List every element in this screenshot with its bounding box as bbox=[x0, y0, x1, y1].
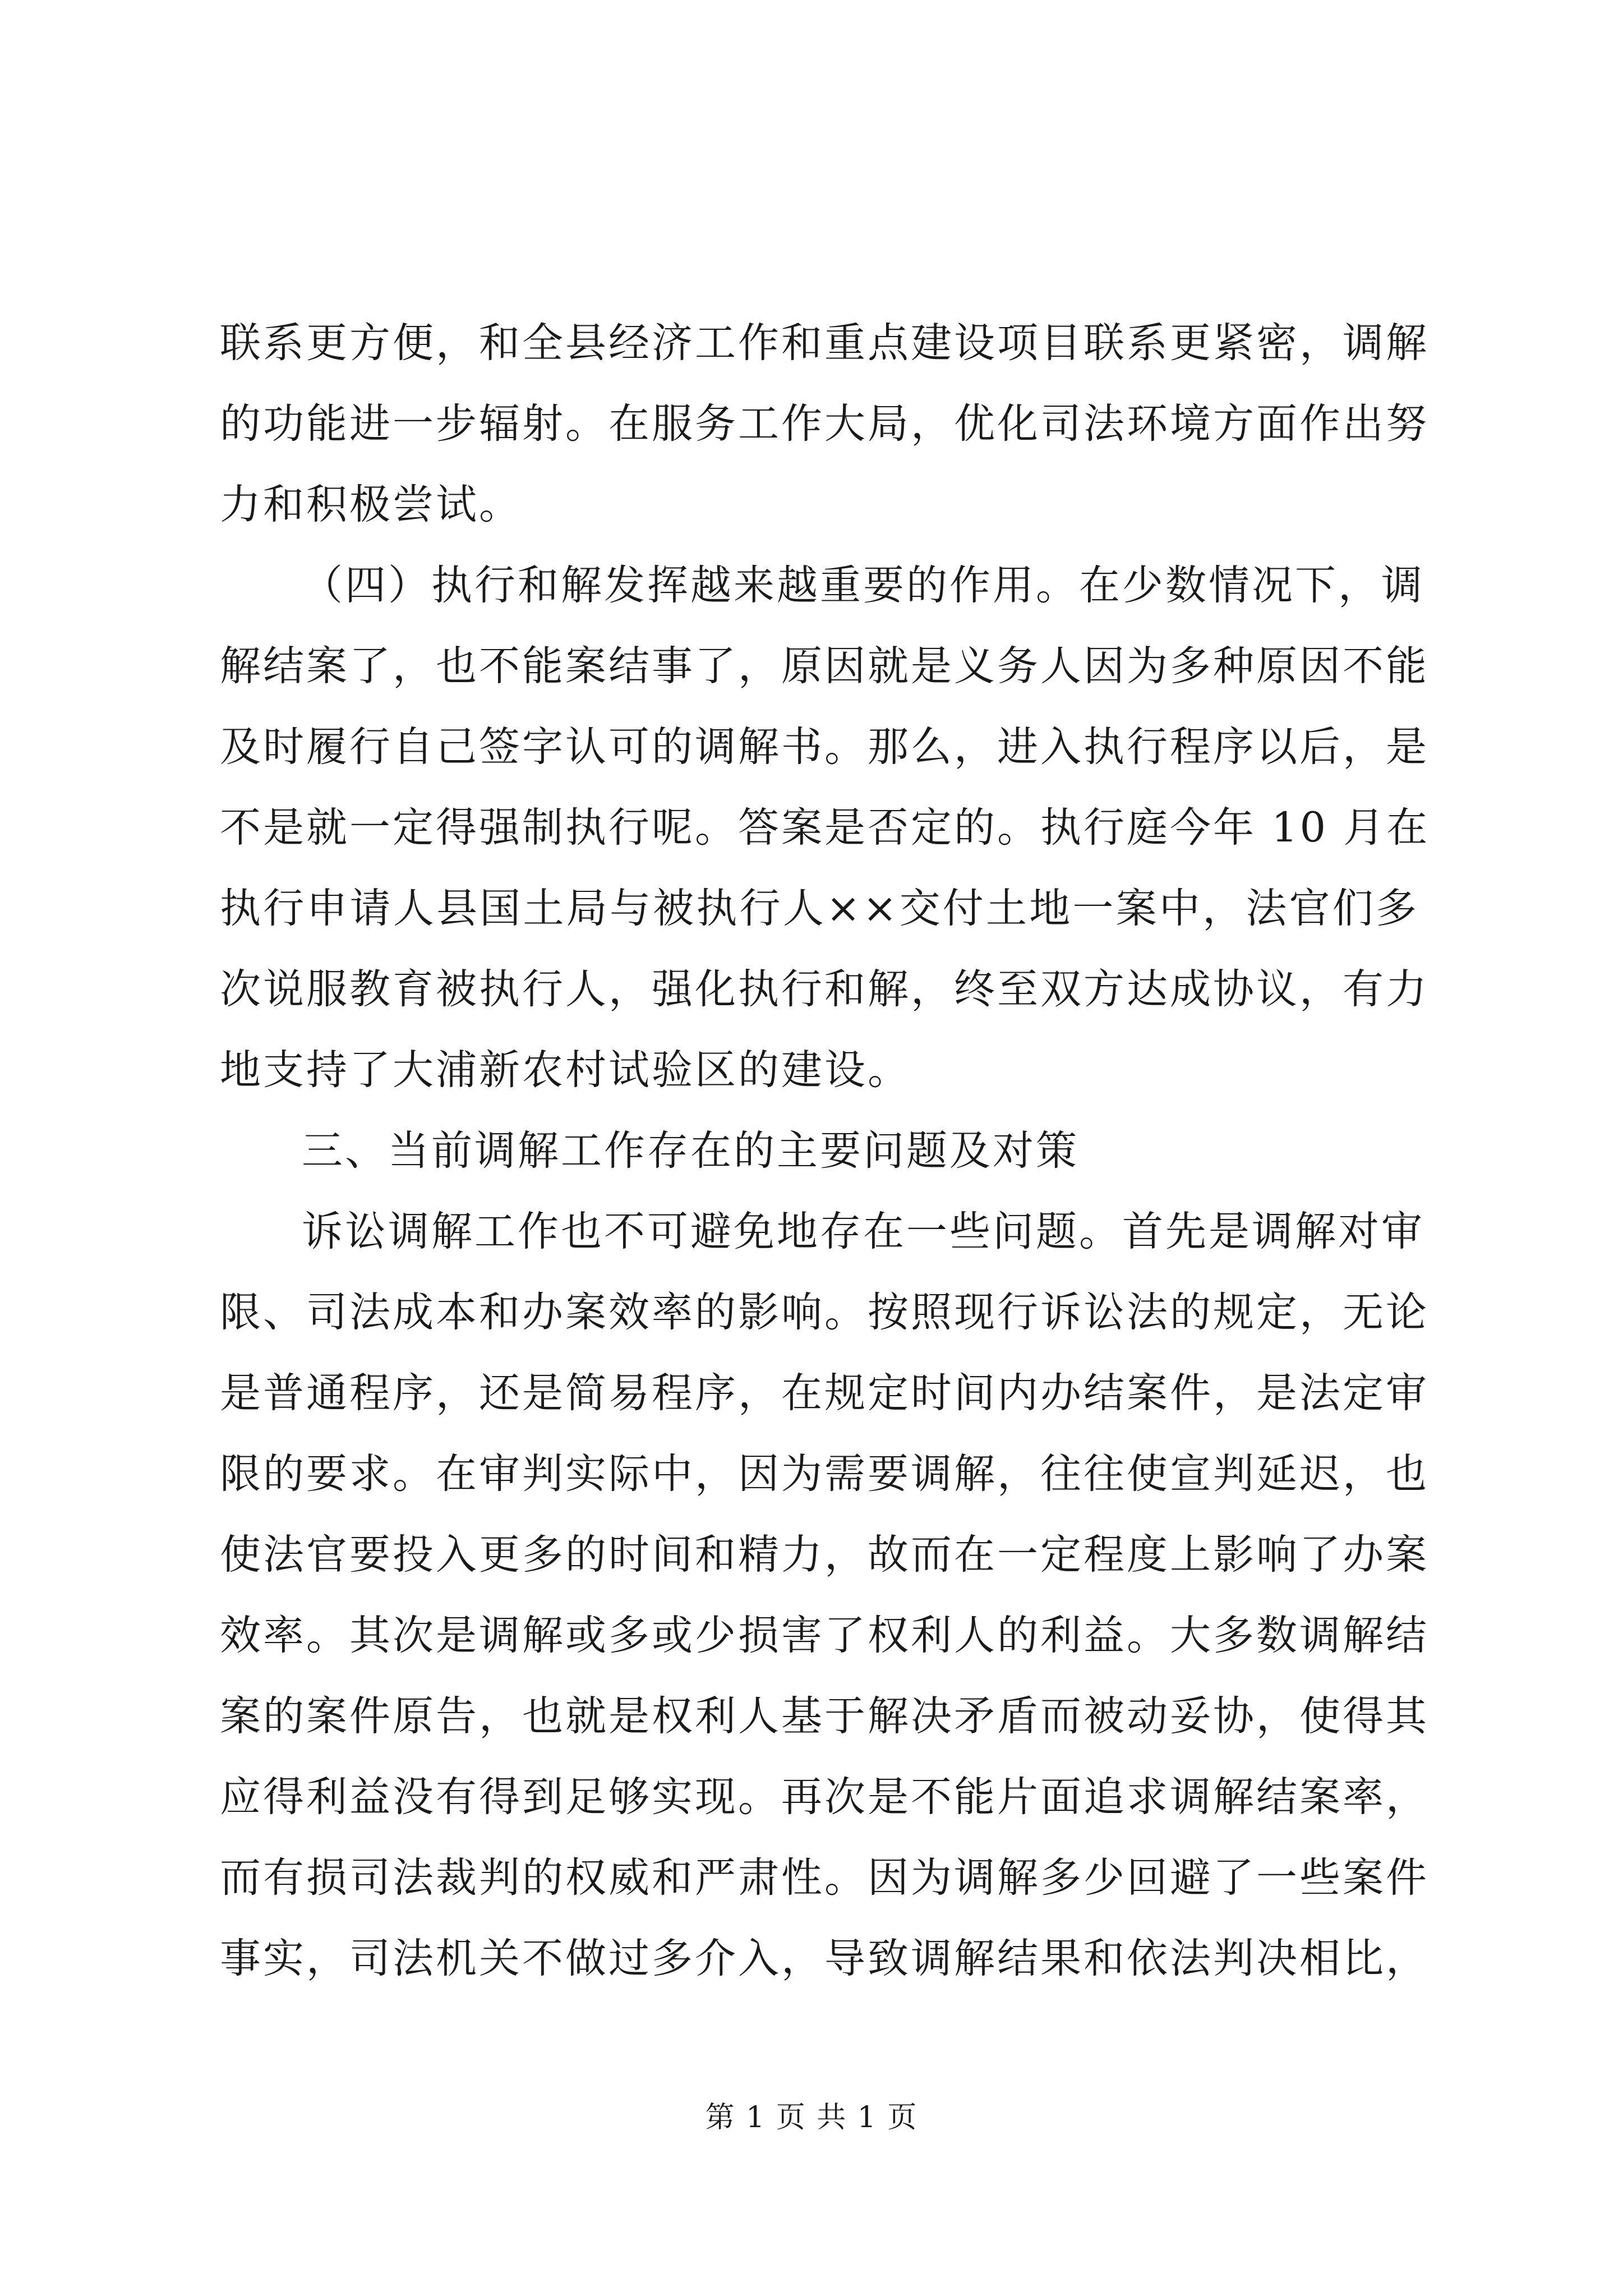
text-line: 执行申请人县国土局与被执行人××交付土地一案中，法官们多 bbox=[220, 885, 1419, 932]
page-number-label: 第 1 页 共 1 页 bbox=[705, 2101, 918, 2134]
paragraph-2 bbox=[220, 545, 1430, 1111]
text-line: 事实，司法机关不做过多介入，导致调解结果和依法判决相比， bbox=[220, 1935, 1429, 1982]
section-heading bbox=[220, 1111, 1419, 1191]
text-line: 而有损司法裁判的权威和严肃性。因为调解多少回避了一些案件 bbox=[220, 1854, 1429, 1902]
paragraph-1 bbox=[220, 303, 1429, 545]
text-line: 的功能进一步辐射。在服务工作大局，优化司法环境方面作出努 bbox=[220, 400, 1429, 448]
text-line: 不是就一定得强制执行呢。答案是否定的。执行庭今年 10 月在 bbox=[220, 804, 1430, 852]
document-body bbox=[220, 303, 1430, 1999]
paragraph-4 bbox=[220, 1191, 1429, 1999]
text-line: 次说服教育被执行人，强化执行和解，终至双方达成协议，有力 bbox=[220, 965, 1429, 1013]
text-line: 限、司法成本和办案效率的影响。按照现行诉讼法的规定，无论 bbox=[220, 1289, 1429, 1336]
text-line: 地支持了大浦新农村试验区的建设。 bbox=[220, 1046, 911, 1094]
text-line: 联系更方便，和全县经济工作和重点建设项目联系更紧密，调解 bbox=[220, 319, 1429, 367]
text-line: 效率。其次是调解或多或少损害了权利人的利益。大多数调解结 bbox=[220, 1612, 1429, 1659]
text-line: 诉讼调解工作也不可避免地存在一些问题。首先是调解对审 bbox=[302, 1208, 1424, 1255]
section-heading-text: 三、当前调解工作存在的主要问题及对策 bbox=[302, 1127, 1079, 1175]
text-line: 是普通程序，还是简易程序，在规定时间内办结案件，是法定审 bbox=[220, 1369, 1429, 1417]
text-line: 应得利益没有得到足够实现。再次是不能片面追求调解结案率， bbox=[220, 1773, 1429, 1821]
page-footer bbox=[0, 2098, 1623, 2137]
text-line: （四）执行和解发挥越来越重要的作用。在少数情况下，调 bbox=[302, 562, 1424, 609]
text-line: 及时履行自己签字认可的调解书。那么，进入执行程序以后，是 bbox=[220, 723, 1429, 771]
text-line: 限的要求。在审判实际中，因为需要调解，往往使宣判延迟，也 bbox=[220, 1450, 1429, 1498]
text-line: 使法官要投入更多的时间和精力，故而在一定程度上影响了办案 bbox=[220, 1531, 1429, 1579]
text-line: 力和积极尝试。 bbox=[220, 481, 522, 528]
text-line: 案的案件原告，也就是权利人基于解决矛盾而被动妥协，使得其 bbox=[220, 1692, 1429, 1740]
text-line: 解结案了，也不能案结事了，原因就是义务人因为多种原因不能 bbox=[220, 642, 1429, 690]
